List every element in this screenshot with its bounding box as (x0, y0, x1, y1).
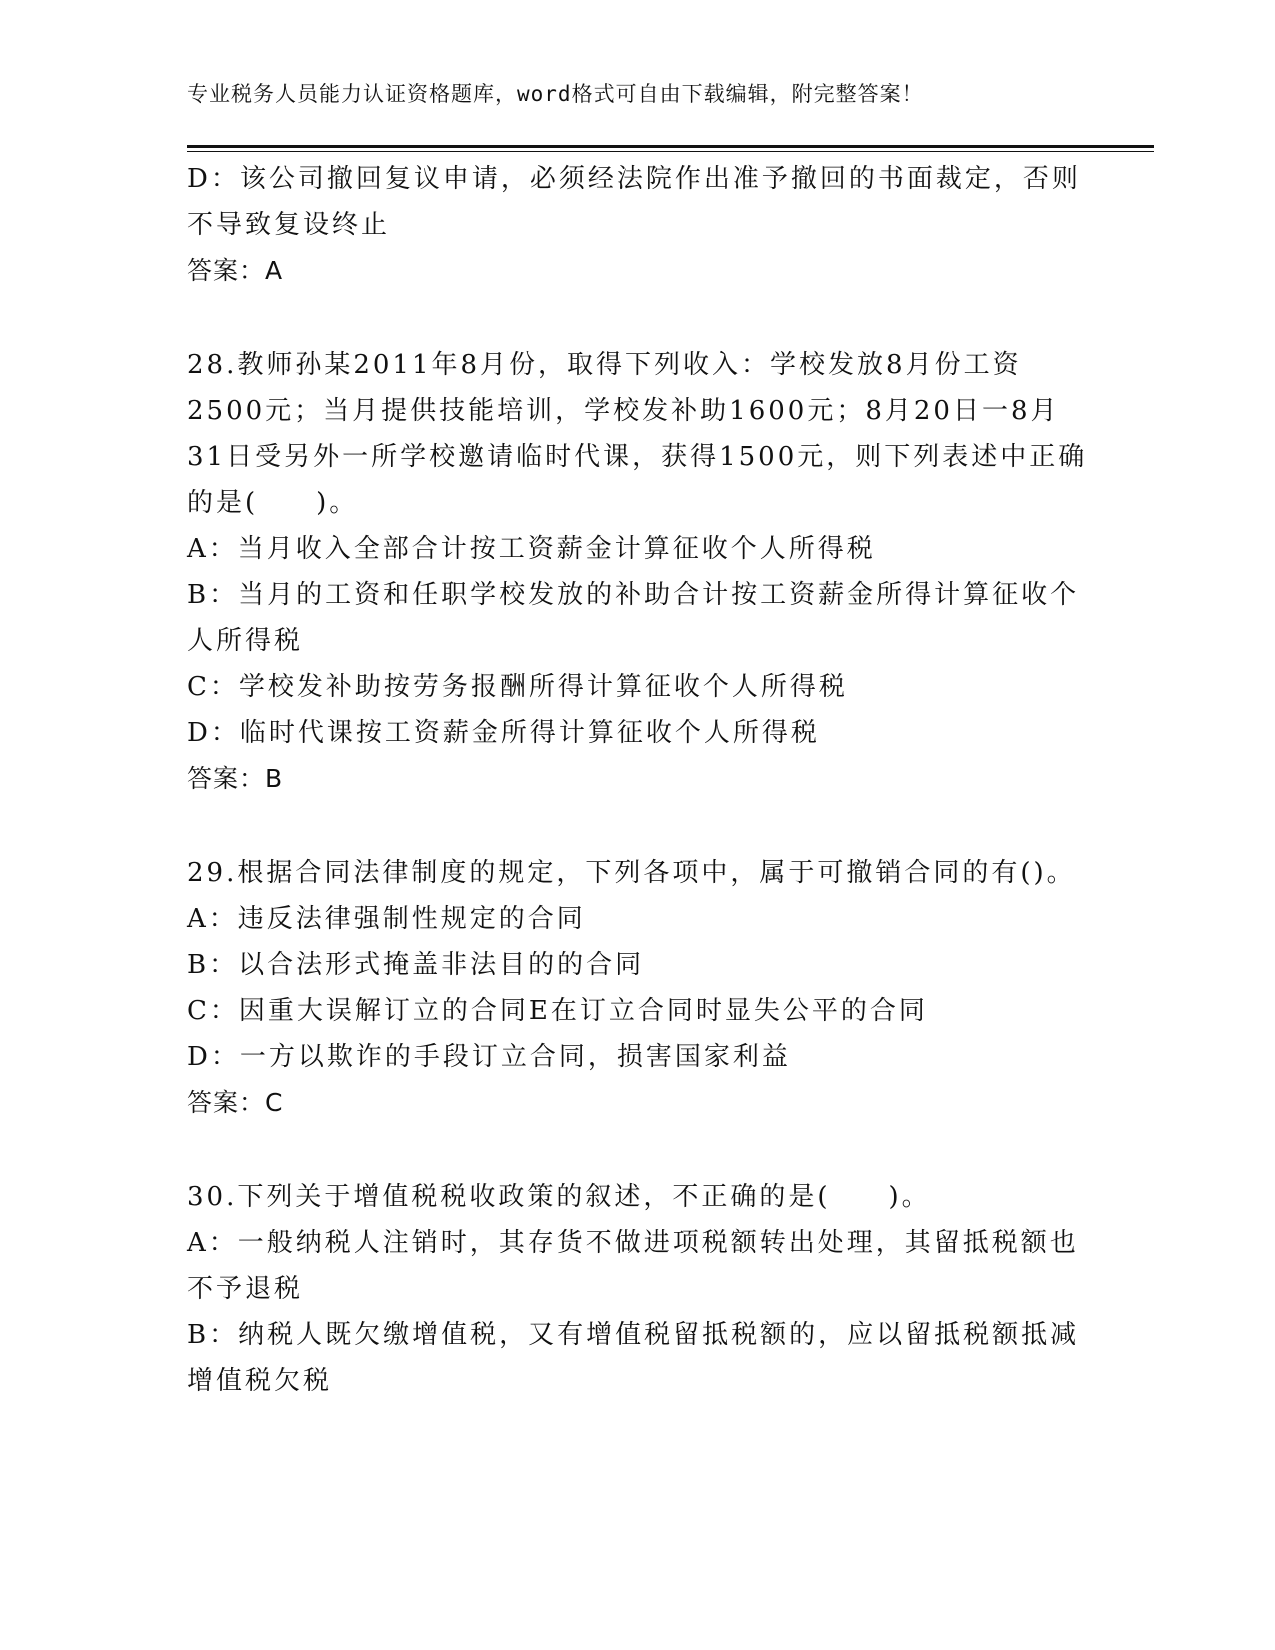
option-text: 不导致复设终止 (187, 210, 391, 240)
option-b: B：以合法形式掩盖非法目的的合同 (187, 950, 645, 980)
header-divider (187, 145, 1154, 148)
option-a: A：违反法律强制性规定的合同 (187, 904, 586, 934)
option-a: A：一般纳税人注销时，其存货不做进项税额转出处理，其留抵税额也 (187, 1228, 1079, 1258)
question-content (187, 156, 1087, 1404)
option-d: D：临时代课按工资薪金所得计算征收个人所得税 (187, 718, 820, 748)
answer-line: 答案：A (187, 256, 284, 285)
option-a: 不予退税 (187, 1274, 304, 1304)
spacer (187, 294, 1087, 342)
question-stem: 28.教师孙某2011年8月份，取得下列收入：学校发放8月份工资 (187, 350, 1022, 380)
question-stem: 2500元；当月提供技能培训，学校发补助1600元；8月20日一8月 (187, 396, 1060, 426)
option-c: C：因重大误解订立的合同E在订立合同时显失公平的合同 (187, 996, 928, 1026)
option-d: D：一方以欺诈的手段订立合同，损害国家利益 (187, 1042, 791, 1072)
question-stem: 的是( )。 (187, 488, 359, 518)
question-stem: 31日受另外一所学校邀请临时代课，获得1500元，则下列表述中正确 (187, 442, 1088, 472)
option-text: D：该公司撤回复议申请，必须经法院作出准予撤回的书面裁定，否则 (187, 164, 1081, 194)
option-c: C：学校发补助按劳务报酬所得计算征收个人所得税 (187, 672, 848, 702)
option-b: 增值税欠税 (187, 1366, 333, 1396)
option-b: B：当月的工资和任职学校发放的补助合计按工资薪金所得计算征收个 (187, 580, 1080, 610)
spacer (187, 1126, 1087, 1174)
option-b: 人所得税 (187, 626, 304, 656)
header-divider-thin (187, 151, 1154, 152)
answer-line: 答案：C (187, 1088, 284, 1117)
question-stem: 29.根据合同法律制度的规定，下列各项中，属于可撤销合同的有()。 (187, 858, 1076, 888)
option-a: A：当月收入全部合计按工资薪金计算征收个人所得税 (187, 534, 876, 564)
answer-line: 答案：B (187, 764, 284, 793)
question-stem: 30.下列关于增值税税收政策的叙述，不正确的是( )。 (187, 1182, 931, 1212)
page-header: 专业税务人员能力认证资格题库，word格式可自由下载编辑，附完整答案！ (187, 82, 924, 106)
option-b: B：纳税人既欠缴增值税，又有增值税留抵税额的，应以留抵税额抵减 (187, 1320, 1080, 1350)
spacer (187, 802, 1087, 850)
